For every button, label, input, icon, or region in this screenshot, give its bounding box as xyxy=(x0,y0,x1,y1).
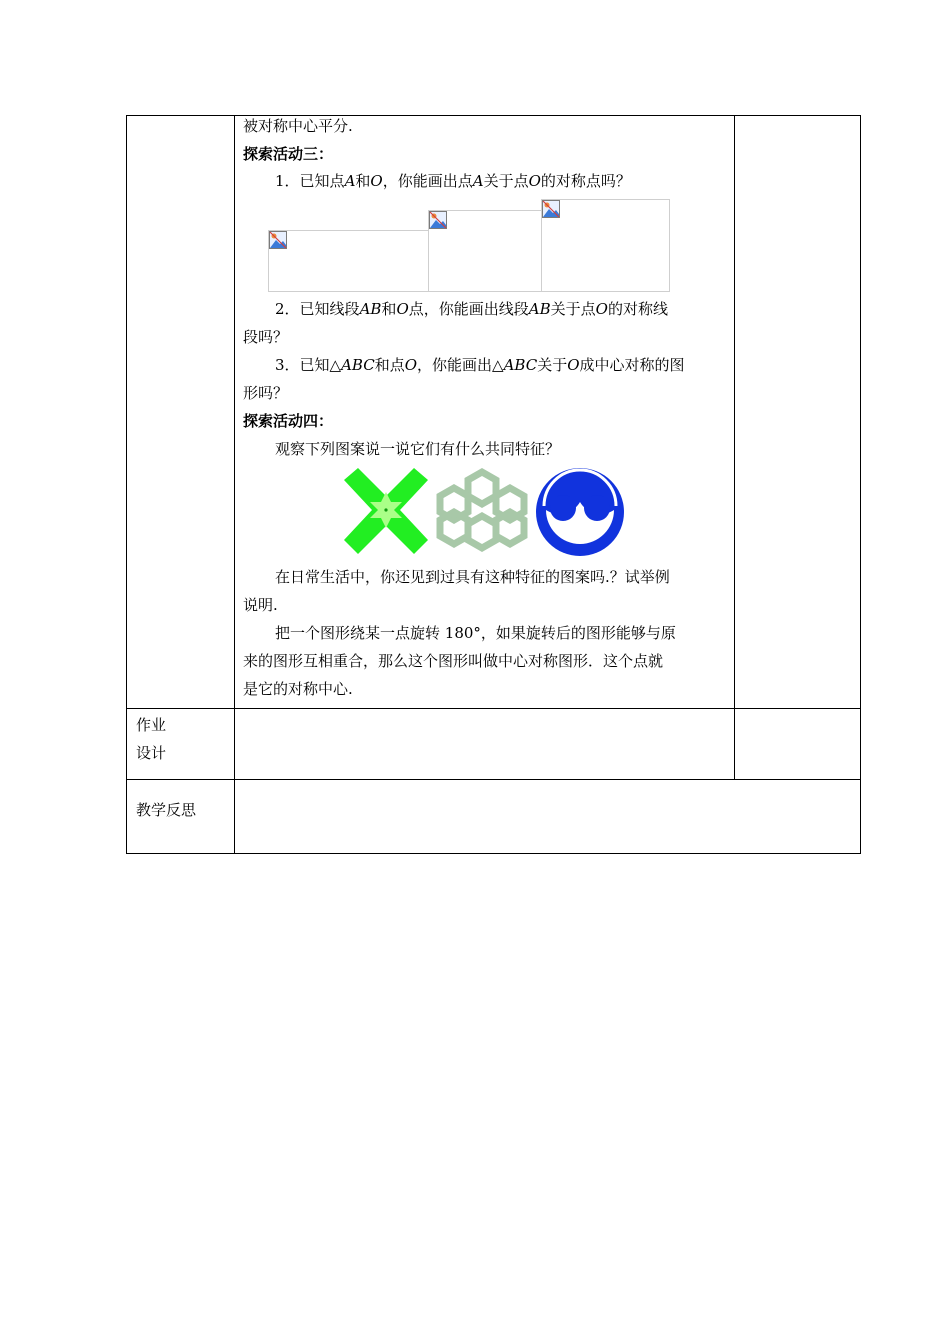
image-placeholder-2 xyxy=(428,210,542,292)
q2-end: 的对称线 xyxy=(607,300,668,318)
q3-num: 3． xyxy=(275,356,300,374)
q2-var-ab: AB xyxy=(359,300,382,318)
q3-var-o: O xyxy=(404,356,418,374)
q1-mid2: 关于点 xyxy=(483,172,529,190)
image-placeholder-1 xyxy=(268,230,429,292)
observe-prompt: 观察下列图案说一说它们有什么共同特征？ xyxy=(275,440,561,458)
table-border-top xyxy=(126,115,861,116)
teaching-reflection-label: 教学反思 xyxy=(136,801,197,819)
definition-line-3: 是它的对称中心. xyxy=(243,680,353,698)
q2-num: 2． xyxy=(275,300,300,318)
q1-var-a: A xyxy=(344,172,356,190)
question-2-line-1 xyxy=(275,299,668,319)
question-3-line-1 xyxy=(275,355,685,375)
broken-image-icon xyxy=(269,231,287,249)
q3-end: 成中心对称的图 xyxy=(579,356,685,374)
green-cross-pattern xyxy=(344,468,428,554)
broken-image-icon xyxy=(542,200,560,218)
q1-num: 1． xyxy=(275,172,300,190)
continuation-line: 被对称中心平分. xyxy=(243,117,353,135)
question-1 xyxy=(275,171,631,191)
table-col-divider-1 xyxy=(234,115,235,854)
q3-var-abc2: ABC xyxy=(503,356,538,374)
q1-var-a2: A xyxy=(472,172,484,190)
q3-var-abc: ABC xyxy=(341,356,375,374)
q1-mid1: 和 xyxy=(355,172,371,190)
q2-mid2: 关于点 xyxy=(550,300,596,318)
question-3-line-2: 形吗？ xyxy=(243,384,289,402)
q2-var-o: O xyxy=(396,300,409,318)
q1-pre: 已知点 xyxy=(299,172,345,190)
image-placeholder-3 xyxy=(541,199,670,292)
homework-design-label xyxy=(136,711,166,767)
q1-var-o: O xyxy=(370,172,383,190)
q1-end: 的对称点吗？ xyxy=(540,172,631,190)
table-divider-row3 xyxy=(126,779,861,780)
definition-line-2: 来的图形互相重合，那么这个图形叫做中心对称图形．这个点就 xyxy=(243,652,664,670)
q3-mid1: 和点 xyxy=(374,356,405,374)
question-2-line-2: 段吗？ xyxy=(243,328,289,346)
hexagon-ring-pattern xyxy=(440,472,524,548)
heading-activity-4: 探索活动四： xyxy=(243,412,334,430)
q3-pre: 已知△ xyxy=(299,356,342,374)
blue-circle-pattern xyxy=(536,468,624,556)
table-col-divider-2 xyxy=(734,115,735,780)
q1-var-o2: O xyxy=(528,172,541,190)
table-border-bottom xyxy=(126,853,861,854)
homework-label-line-1: 作业 xyxy=(136,716,167,734)
table-border-right xyxy=(860,115,861,854)
q3-post: ，你能画出△ xyxy=(417,356,504,374)
q3-mid2: 关于 xyxy=(537,356,568,374)
table-divider-row2 xyxy=(126,708,861,709)
broken-image-icon xyxy=(429,211,447,229)
definition-line-1: 把一个图形绕某一点旋转 180°，如果旋转后的图形能够与原 xyxy=(275,624,676,642)
daily-life-line-1: 在日常生活中，你还见到过具有这种特征的图案吗.？试举例 xyxy=(275,568,670,586)
q1-post: ，你能画出点 xyxy=(382,172,473,190)
q2-post: 点，你能画出线段 xyxy=(408,300,529,318)
q2-var-o2: O xyxy=(595,300,608,318)
q2-var-ab2: AB xyxy=(528,300,551,318)
daily-life-line-2: 说明. xyxy=(243,596,278,614)
q3-var-o2: O xyxy=(567,356,580,374)
symmetric-patterns-figure xyxy=(340,466,630,558)
heading-activity-3: 探索活动三： xyxy=(243,145,334,163)
table-border-left xyxy=(126,115,127,854)
q2-mid1: 和 xyxy=(381,300,397,318)
q2-pre: 已知线段 xyxy=(299,300,360,318)
homework-label-line-2: 设计 xyxy=(136,744,167,762)
